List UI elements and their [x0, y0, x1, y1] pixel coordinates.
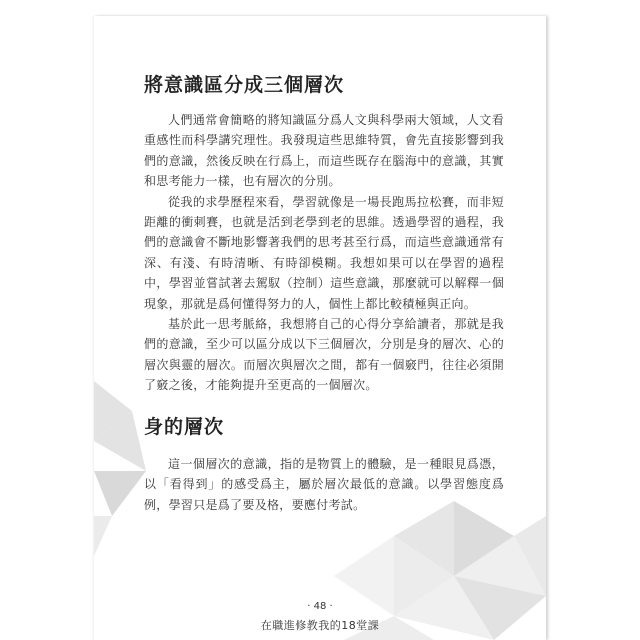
body-paragraph: 從我的求學歷程來看，學習就像是一場長跑馬拉松賽，而非短距離的衝刺賽，也就是活到老學到老的思維。透過學習的過程，我們的意識會不斷地影響著我們的思考甚至行爲，而這些意識通常有深、有淺、有時清晰、有時卻模糊。我想如果可以在學習的過程中，學習並嘗試著去駕馭（控制）這些意識，那麼就可以解釋一個現象，那就是爲何懂得努力的人，個性上都比較積極與正向。 — [144, 194, 504, 311]
body-paragraph: 基於此一思考脈絡，我想將自己的心得分享給讀者，那就是我們的意識，至少可以區分成以下三個層次，分別是身的層次、心的層次與靈的層次。而層次與層次之間，都有一個竅門，往往必須開了竅之後，才能夠提升至更高的一個層次。 — [144, 317, 504, 393]
body-paragraph: 這一個層次的意識，指的是物質上的體驗，是一種眼見爲憑，以「看得到」的感受爲主，屬於層次最低的意識。以學習態度爲例，學習只是爲了要及格，要應付考試。 — [144, 456, 504, 512]
section-heading: 身的層次 — [144, 415, 225, 438]
page-content — [144, 72, 504, 515]
page-number: · 48 · — [307, 601, 333, 612]
body-paragraph: 人們通常會簡略的將知識區分爲人文與科學兩大領域，人文看重感性而科學講究理性。我發現這些思維特質，會先直接影響到我們的意識，然後反映在行爲上，而這些既存在腦海中的意識，其實和思考能力一樣，也有層次的分別。 — [144, 113, 504, 189]
book-title: 在職進修教我的18堂課 — [260, 619, 380, 632]
book-page — [94, 16, 546, 640]
section-heading: 將意識區分成三個層次 — [144, 74, 345, 96]
